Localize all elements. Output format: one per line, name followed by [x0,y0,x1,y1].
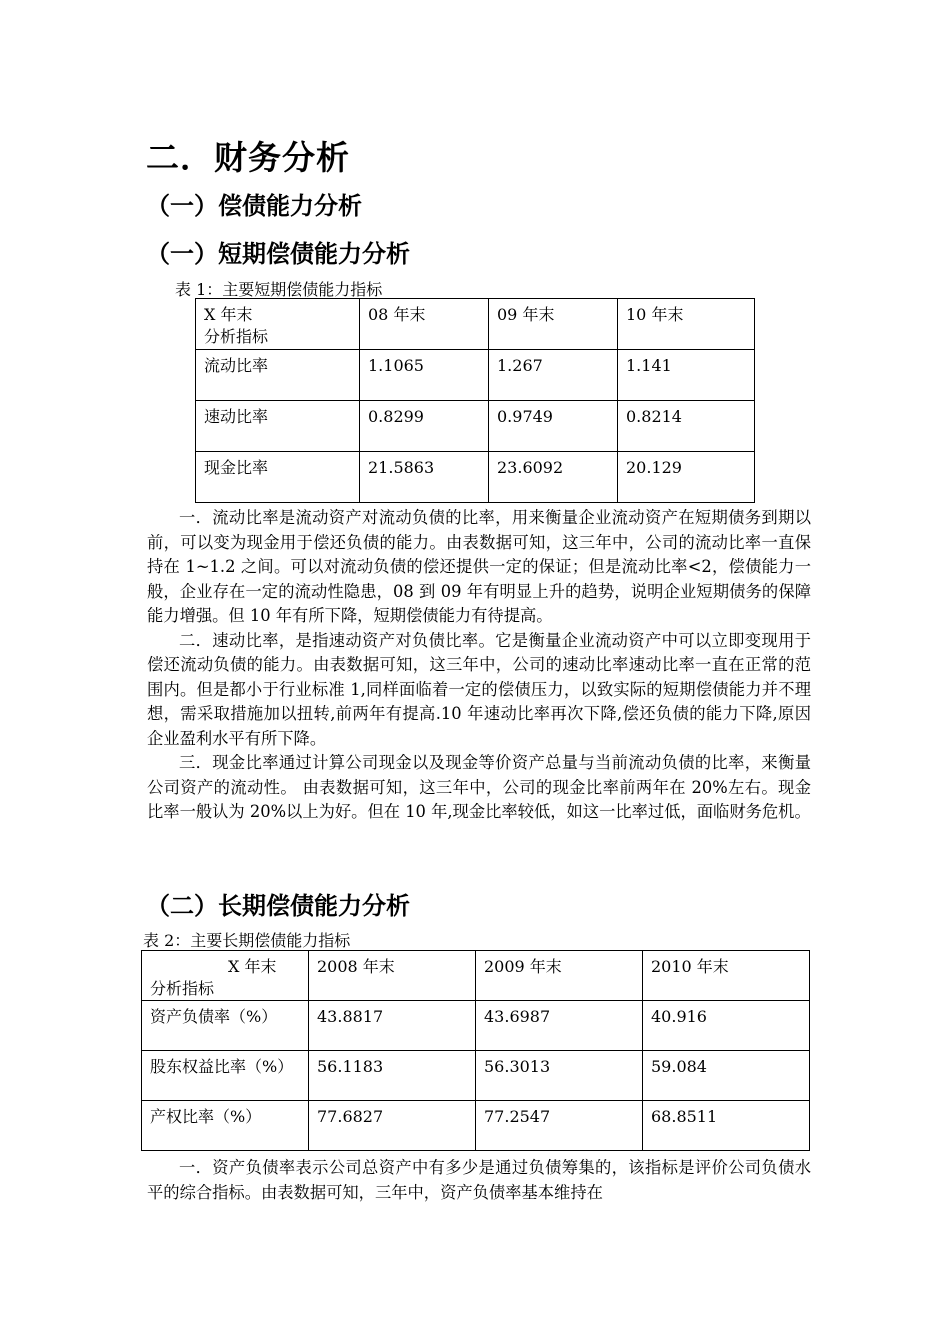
paragraph-quick-ratio: 二．速动比率，是指速动资产对负债比率。它是衡量企业流动资产中可以立即变现用于偿还流动负债的能力。由表数据可知，这三年中，公司的速动比率速动比率一直在正常的范围内。但是都小于行业标准 1,同样面临着一定的偿债压力，以致实际的短期偿债能力并不理想，需采取措施加以扭转,前两年有提高.10 年速动比率再次下降,偿还负债的能力下降,原因企业盈利水平有所下降。 [147,630,811,748]
subsection-title: （一）偿债能力分析 [146,192,362,220]
header-indicator-label: 分析指标 [204,327,269,346]
table-cell: 56.3013 [476,1051,643,1101]
table-row [142,1001,810,1051]
table-cell: 77.2547 [476,1101,643,1151]
short-term-heading: （一）短期偿债能力分析 [146,240,410,268]
table-cell: 56.1183 [309,1051,476,1101]
table-cell: 0.9749 [489,401,618,452]
table-cell: 20.129 [618,452,755,503]
table-cell: 23.6092 [489,452,618,503]
column-header: 08 年末 [360,299,489,350]
table-row [196,350,755,401]
table1-caption: 表 1：主要短期偿债能力指标 [175,280,383,299]
column-header: 2009 年末 [476,951,643,1001]
header-diagonal-cell [142,951,309,1001]
table-cell: 21.5863 [360,452,489,503]
table-cell: 0.8214 [618,401,755,452]
table-header-row [142,951,810,1001]
row-label: 资产负债率（%） [142,1001,309,1051]
table-row [142,1101,810,1151]
table-short-term-solvency [195,298,755,503]
column-header: 2010 年末 [643,951,810,1001]
row-label: 流动比率 [196,350,360,401]
table-cell: 43.8817 [309,1001,476,1051]
table-cell: 77.6827 [309,1101,476,1151]
section-title: 二．财务分析 [146,138,350,177]
header-year-label: X 年末 [204,305,253,324]
table-cell: 43.6987 [476,1001,643,1051]
row-label: 现金比率 [196,452,360,503]
header-diagonal-cell [196,299,360,350]
table-cell: 1.267 [489,350,618,401]
table-cell: 1.141 [618,350,755,401]
column-header: 09 年末 [489,299,618,350]
paragraph-current-ratio: 一．流动比率是流动资产对流动负债的比率，用来衡量企业流动资产在短期债务到期以前，可以变为现金用于偿还负债的能力。由表数据可知，这三年中，公司的流动比率一直保持在 1~1.2 之间。可以对流动负债的偿还提供一定的保证；但是流动比率<2，偿债能力一般，企业存在一定的流动性隐患，08 到 09 年有明显上升的趋势，说明企业短期债务的保障能力增强。但 10 年有所下降，短期偿债能力有待提高。 [147,508,811,625]
row-label: 速动比率 [196,401,360,452]
table-row [196,401,755,452]
table-row [142,1051,810,1101]
table-cell: 68.8511 [643,1101,810,1151]
paragraph-debt-ratio: 一．资产负债率表示公司总资产中有多少是通过负债筹集的，该指标是评价公司负债水平的综合指标。由表数据可知，三年中，资产负债率基本维持在 [147,1158,811,1202]
column-header: 10 年末 [618,299,755,350]
row-label: 产权比率（%） [142,1101,309,1151]
table-cell: 40.916 [643,1001,810,1051]
short-term-analysis [147,506,811,825]
header-year-label: X 年末 [228,957,277,976]
row-label: 股东权益比率（%） [142,1051,309,1101]
table-header-row [196,299,755,350]
table2-caption: 表 2：主要长期偿债能力指标 [143,931,351,950]
column-header: 2008 年末 [309,951,476,1001]
long-term-analysis [147,1156,811,1205]
table-cell: 1.1065 [360,350,489,401]
table-long-term-solvency [141,950,810,1151]
table-cell: 59.084 [643,1051,810,1101]
long-term-heading: （二）长期偿债能力分析 [146,892,410,920]
table-cell: 0.8299 [360,401,489,452]
paragraph-cash-ratio: 三．现金比率通过计算公司现金以及现金等价资产总量与当前流动负债的比率，来衡量公司资产的流动性。 由表数据可知，这三年中，公司的现金比率前两年在 20%左右。现金比率一般认为 20%以上为好。但在 10 年,现金比率较低，如这一比率过低，面临财务危机。 [147,753,811,821]
table-row [196,452,755,503]
header-indicator-label: 分析指标 [150,979,215,998]
